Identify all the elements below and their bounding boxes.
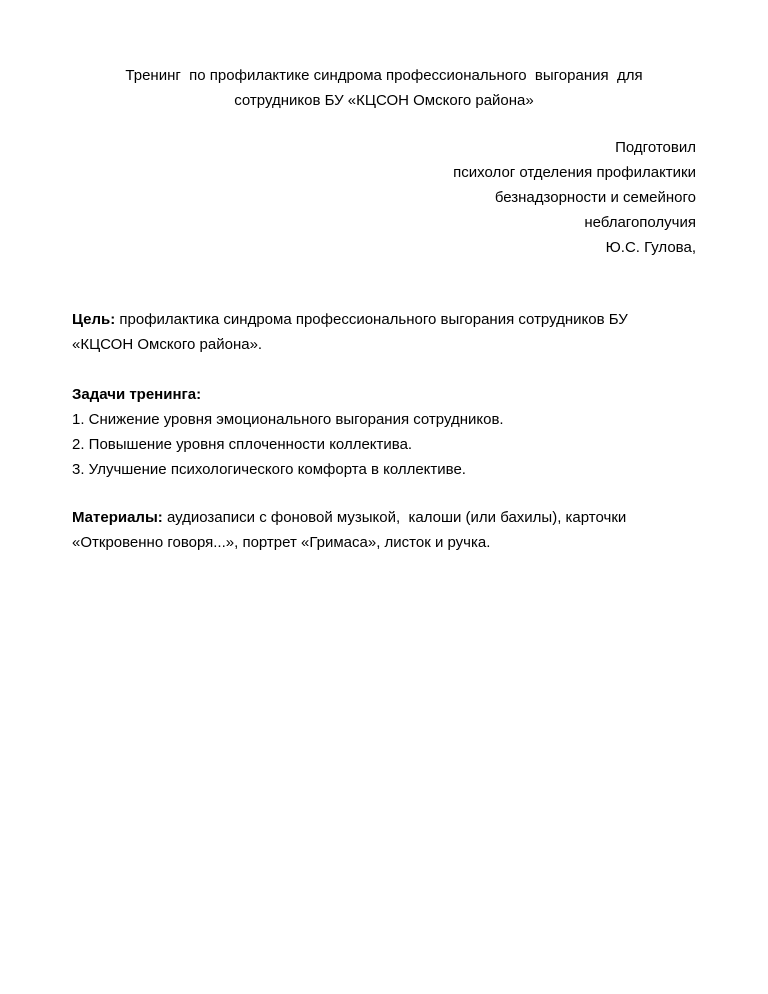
task-item: 3. Улучшение психологического комфорта в коллективе. [72,461,466,478]
goal-line-2: «КЦСОН Омского района». [72,336,263,353]
document-title [72,63,696,113]
materials-section [72,505,696,555]
tasks-heading-text: Задачи тренинга: [72,386,202,403]
title-line: сотрудников БУ «КЦСОН Омского района» [234,92,534,109]
goal-line-1 [72,307,696,332]
task-item: 1. Снижение уровня эмоционального выгорания сотрудников. [72,411,504,428]
author-line: безнадзорности и семейного [494,189,696,206]
materials-label: Материалы: [72,509,163,526]
author-line: неблагополучия [584,214,696,231]
materials-text: аудиозаписи с фоновой музыкой, калоши (или бахилы), карточки [162,509,627,526]
goal-label: Цель: [72,311,116,328]
tasks-heading [72,382,696,407]
author-line: Подготовил [615,139,696,156]
author-line: Ю.С. Гулова, [605,239,696,256]
task-item: 2. Повышение уровня сплоченности коллектива. [72,436,413,453]
goal-section [72,307,696,357]
materials-line-1 [72,505,696,530]
author-block [453,135,696,260]
goal-text: профилактика синдрома профессионального выгорания сотрудников БУ [115,311,628,328]
tasks-section [72,382,696,482]
materials-line-2: «Откровенно говоря...», портрет «Гримаса», листок и ручка. [72,534,491,551]
title-line: Тренинг по профилактике синдрома профессионального выгорания для [125,67,643,84]
author-line: психолог отделения профилактики [453,164,696,181]
